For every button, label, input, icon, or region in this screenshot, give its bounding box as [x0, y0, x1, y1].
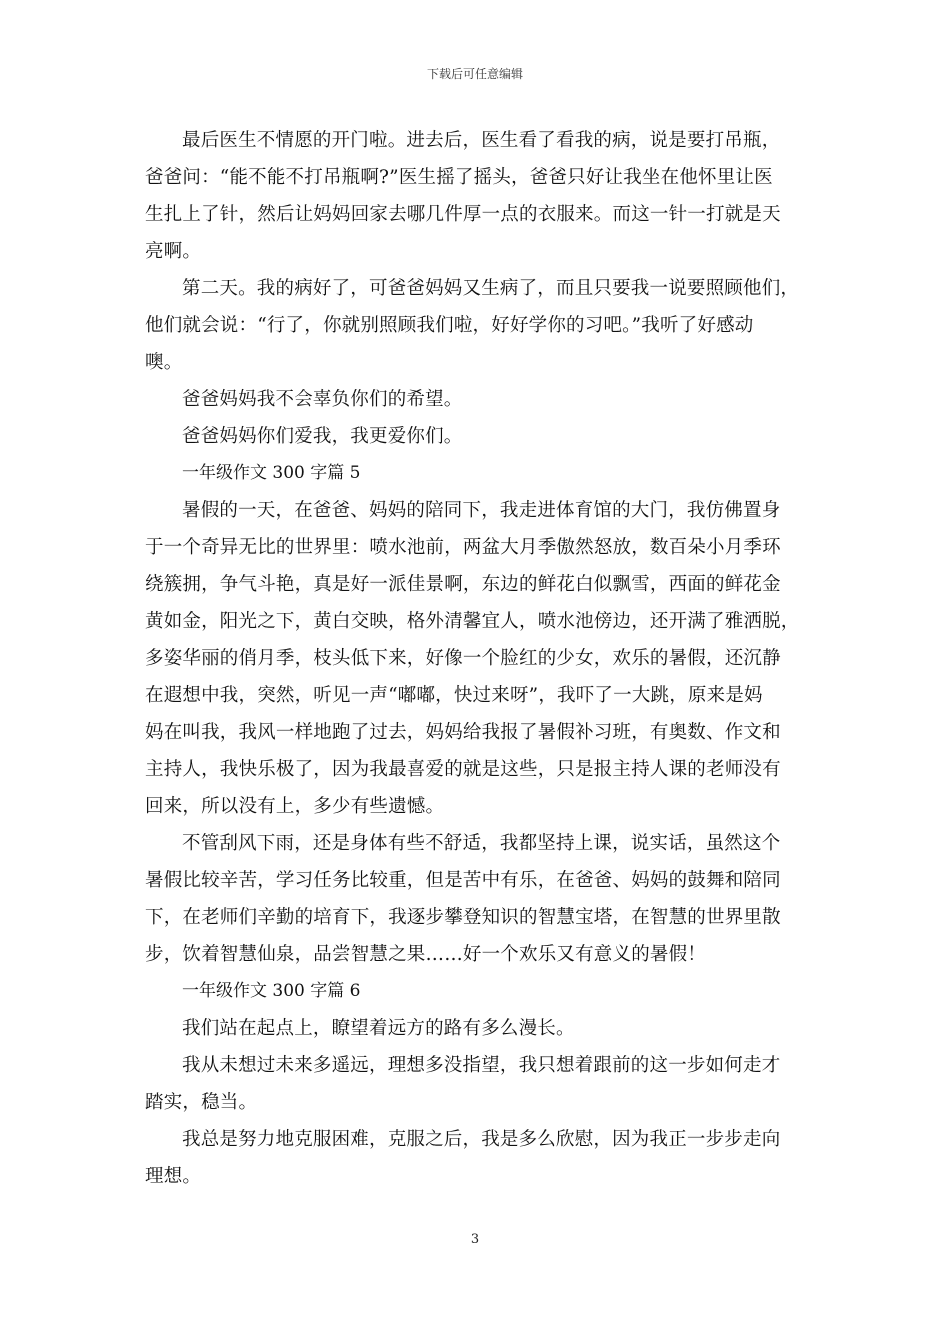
page-number: 3: [470, 1232, 480, 1247]
paragraph: 暑假的一天，在爸爸、妈妈的陪同下，我走进体育馆的大门，我仿佛置身 于一个奇异无比的世界里：喷水池前，两盆大月季傲然怒放，数百朵小月季环 绕簇拥，争气斗艳，真是好一派佳景啊，东边的鲜花白似飘雪，西面的鲜花金 黄如金，阳光之下，黄白交映，格外清馨宜人，喷水池傍边，还开满了雅洒脱， 多姿华丽的俏月季，枝头低下来，好像一个脸红的少女，欢乐的暑假，还沉静 在遐想中我，突然，听见一声“嘟嘟，快过来呀”，我吓了一大跳，原来是妈 妈在叫我，我风一样地跑了过去，妈妈给我报了暑假补习班，有奥数、作文和 主持人，我快乐极了，因为我最喜爱的就是这些，只是报主持人课的老师没有 回来，所以没有上，多少有些遗憾。: [145, 500, 800, 817]
page-header: 下载后可任意编辑: [426, 67, 523, 81]
paragraph: 不管刮风下雨，还是身体有些不舒适，我都坚持上课，说实话，虽然这个 暑假比较辛苦，学习任务比较重，但是苦中有乐，在爸爸、妈妈的鼓舞和陪同 下，在老师们辛勤的培育下，我逐步攀登知识的智慧宝塔，在智慧的世界里散 步，饮着智慧仙泉，品尝智慧之果……好一个欢乐又有意义的暑假！: [145, 833, 781, 965]
paragraph: 爸爸妈妈你们爱我，我更爱你们。: [182, 426, 463, 447]
paragraph: 爸爸妈妈我不会辜负你们的希望。: [182, 389, 463, 410]
paragraph: 最后医生不情愿的开门啦。进去后，医生看了看我的病，说是要打吊瓶， 爸爸问：“能不能不打吊瓶啊?”医生摇了摇头，爸爸只好让我坐在他怀里让医 生扎上了针，然后让妈妈回家去哪几件厚一点的衣服来。而这一针一打就是天 亮啊。: [145, 130, 781, 262]
section-heading: 一年级作文 300 字篇 6: [182, 981, 361, 1001]
document-body: [145, 122, 811, 1195]
paragraph: 我们站在起点上，瞭望着远方的路有多么漫长。: [182, 1018, 575, 1039]
paragraph: 第二天。我的病好了，可爸爸妈妈又生病了，而且只要我一说要照顾他们， 他们就会说：“行了，你就别照顾我们啦，好好学你的习吧。”我听了好感动 噢。: [145, 278, 800, 373]
section-heading: 一年级作文 300 字篇 5: [182, 463, 361, 483]
paragraph: 我从未想过未来多遥远，理想多没指望，我只想着跟前的这一步如何走才 踏实，稳当。: [145, 1055, 781, 1113]
paragraph: 我总是努力地克服困难，克服之后，我是多么欣慰，因为我正一步步走向 理想。: [145, 1129, 781, 1187]
